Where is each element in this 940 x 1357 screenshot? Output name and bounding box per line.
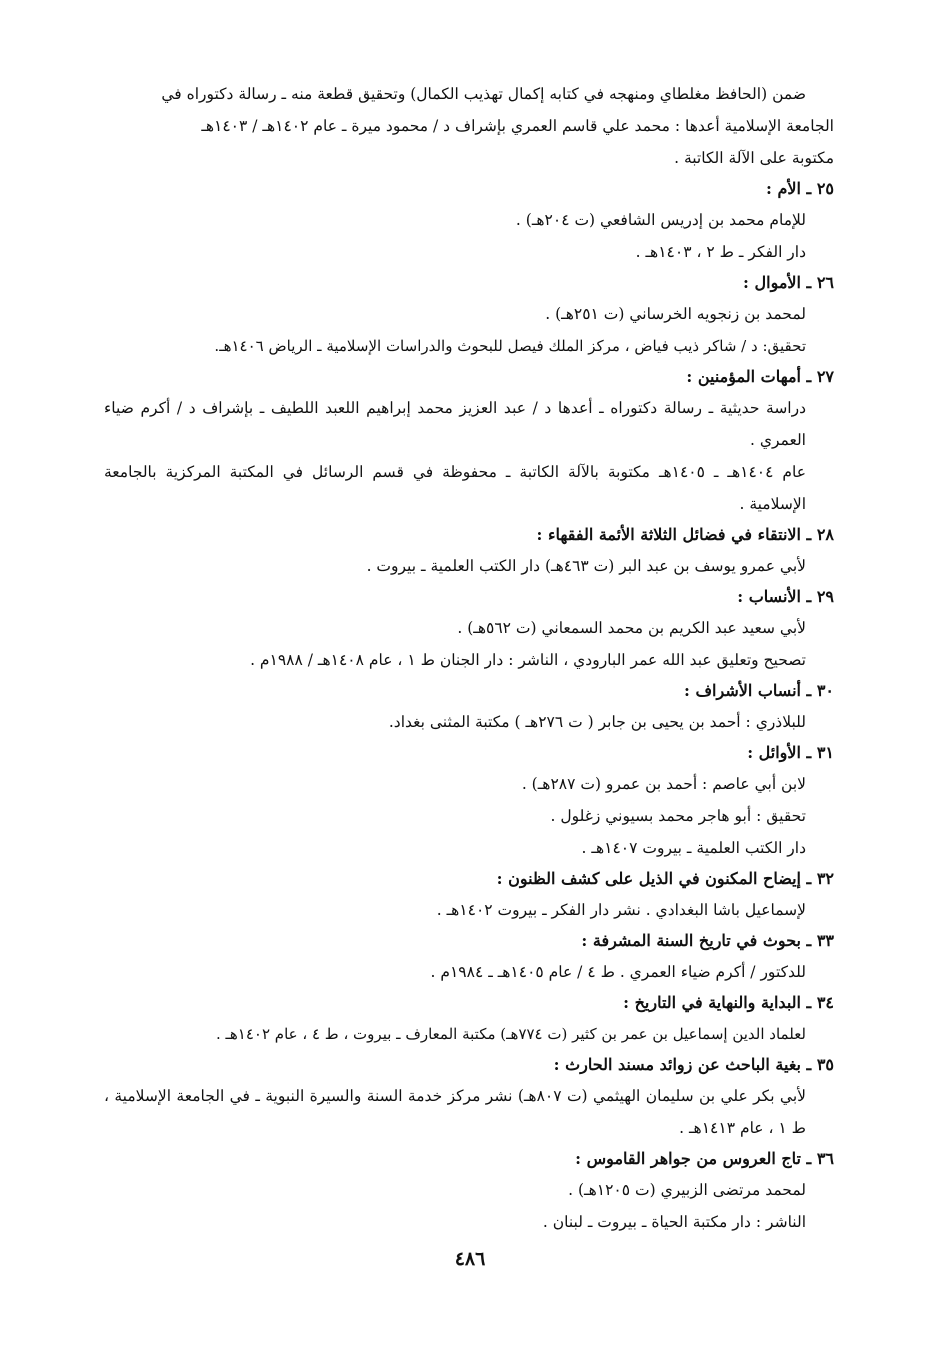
entry-heading: ٣٣ ـ بحوث في تاريخ السنة المشرفة : xyxy=(581,931,834,950)
entry-line: تصحيح وتعليق عبد الله عمر البارودي ، الناشر : دار الجنان ط ١ ، عام ١٤٠٨هـ / ١٩٨٨م . xyxy=(250,651,806,669)
entry-heading: ٣١ ـ الأوائل : xyxy=(747,743,834,762)
entry-line: لأبي عمرو يوسف بن عبد البر (ت ٤٦٣هـ) دار الكتب العلمية ـ بيروت . xyxy=(366,557,806,575)
entry-line: لأبي بكر علي بن سليمان الهيثمي (ت ٨٠٧هـ) نشر مركز خدمة السنة والسيرة النبوية ـ في الجامعة الإسلامية ، ط ١ ، عام ١٤١٣هـ . xyxy=(104,1087,806,1137)
entry-line: دراسة حديثية ـ رسالة دكتوراه ـ أعدها د / عبد العزيز محمد إبراهيم اللعبد اللطيف ـ بإشراف د / أكرم ضياء العمري . xyxy=(104,399,806,449)
entry-line: لإسماعيل باشا البغدادي . نشر دار الفكر ـ بيروت ١٤٠٢هـ . xyxy=(436,901,806,919)
entry-heading: ٣٠ ـ أنساب الأشراف : xyxy=(683,681,834,700)
entry-line: دار الكتب العلمية ـ بيروت ١٤٠٧هـ . xyxy=(581,839,806,857)
entry-line: لعلماد الدين إسماعيل بن عمر بن كثير (ت ٧٧٤هـ) مكتبة المعارف ـ بيروت ، ط ٤ ، عام ١٤٠٢هـ . xyxy=(215,1025,806,1043)
entry-heading: ٢٥ ـ الأم : xyxy=(766,179,834,198)
intro-line-1: ضمن (الحافظ مغلطاي ومنهجه في كتابه إكمال تهذيب الكمال) وتحقيق قطعة منه ـ رسالة دكتوراه في xyxy=(161,85,806,103)
entry-line: تحقيق : أبو هاجر محمد بسيوني زغلول . xyxy=(550,807,806,825)
entry-heading: ٣٦ ـ تاج العروس من جواهر القاموس : xyxy=(575,1149,834,1168)
entry-line: للبلاذري : أحمد بن يحيى بن جابر ( ت ٢٧٦هـ ) مكتبة المثنى بغداد. xyxy=(388,713,806,731)
entry-heading: ٢٧ ـ أمهات المؤمنين : xyxy=(686,367,834,386)
entry-line: عام ١٤٠٤هـ ـ ١٤٠٥هـ مكتوبة بالآلة الكاتبة ـ محفوظة في قسم الرسائل في المكتبة المركزية بالجامعة الإسلامية . xyxy=(104,463,806,513)
entry-heading: ٢٩ ـ الأنساب : xyxy=(737,587,834,606)
entry-line: لمحمد بن زنجويه الخرساني (ت ٢٥١هـ) . xyxy=(545,305,806,323)
entry-line: تحقيق: د / شاكر ذيب فياض ، مركز الملك فيصل للبحوث والدراسات الإسلامية ـ الرياض ١٤٠٦هـ. xyxy=(214,337,806,355)
entry-line: الناشر : دار مكتبة الحياة ـ بيروت ـ لبنان . xyxy=(542,1213,806,1231)
entry-line: لمحمد مرتضى الزبيري (ت ١٢٠٥هـ) . xyxy=(568,1181,806,1199)
intro-line-2: الجامعة الإسلامية أعدها : محمد علي قاسم العمري بإشراف د / محمود ميرة ـ عام ١٤٠٢هـ / ١٤٠٣هـ xyxy=(201,117,834,135)
document-page xyxy=(104,78,834,1238)
page-number: ٤٨٦ xyxy=(454,1248,486,1270)
entry-heading: ٣٥ ـ بغية الباحث عن زوائد مسند الحارث : xyxy=(553,1055,834,1074)
entry-line: للدكتور / أكرم ضياء العمري . ط ٤ / عام ١٤٠٥هـ ـ ١٩٨٤م . xyxy=(430,963,806,981)
entry-line: دار الفكر ـ ط ٢ ، ١٤٠٣هـ . xyxy=(635,243,806,261)
entry-line: لابن أبي عاصم : أحمد بن عمرو (ت ٢٨٧هـ) . xyxy=(521,775,806,793)
entry-heading: ٣٤ ـ البداية والنهاية في التاريخ : xyxy=(623,993,834,1012)
entry-line: للإمام محمد بن إدريس الشافعي (ت ٢٠٤هـ) . xyxy=(515,211,806,229)
entry-heading: ٣٢ ـ إيضاح المكنون في الذيل على كشف الظنون : xyxy=(496,869,834,888)
entry-heading: ٢٦ ـ الأموال : xyxy=(743,273,834,292)
entry-heading: ٢٨ ـ الانتقاء في فضائل الثلاثة الأئمة الفقهاء : xyxy=(536,525,834,544)
entry-line: لأبي سعيد عبد الكريم بن محمد السمعاني (ت ٥٦٢هـ) . xyxy=(457,619,806,637)
intro-line-3: مكتوبة على الآلة الكاتبة . xyxy=(674,149,834,167)
